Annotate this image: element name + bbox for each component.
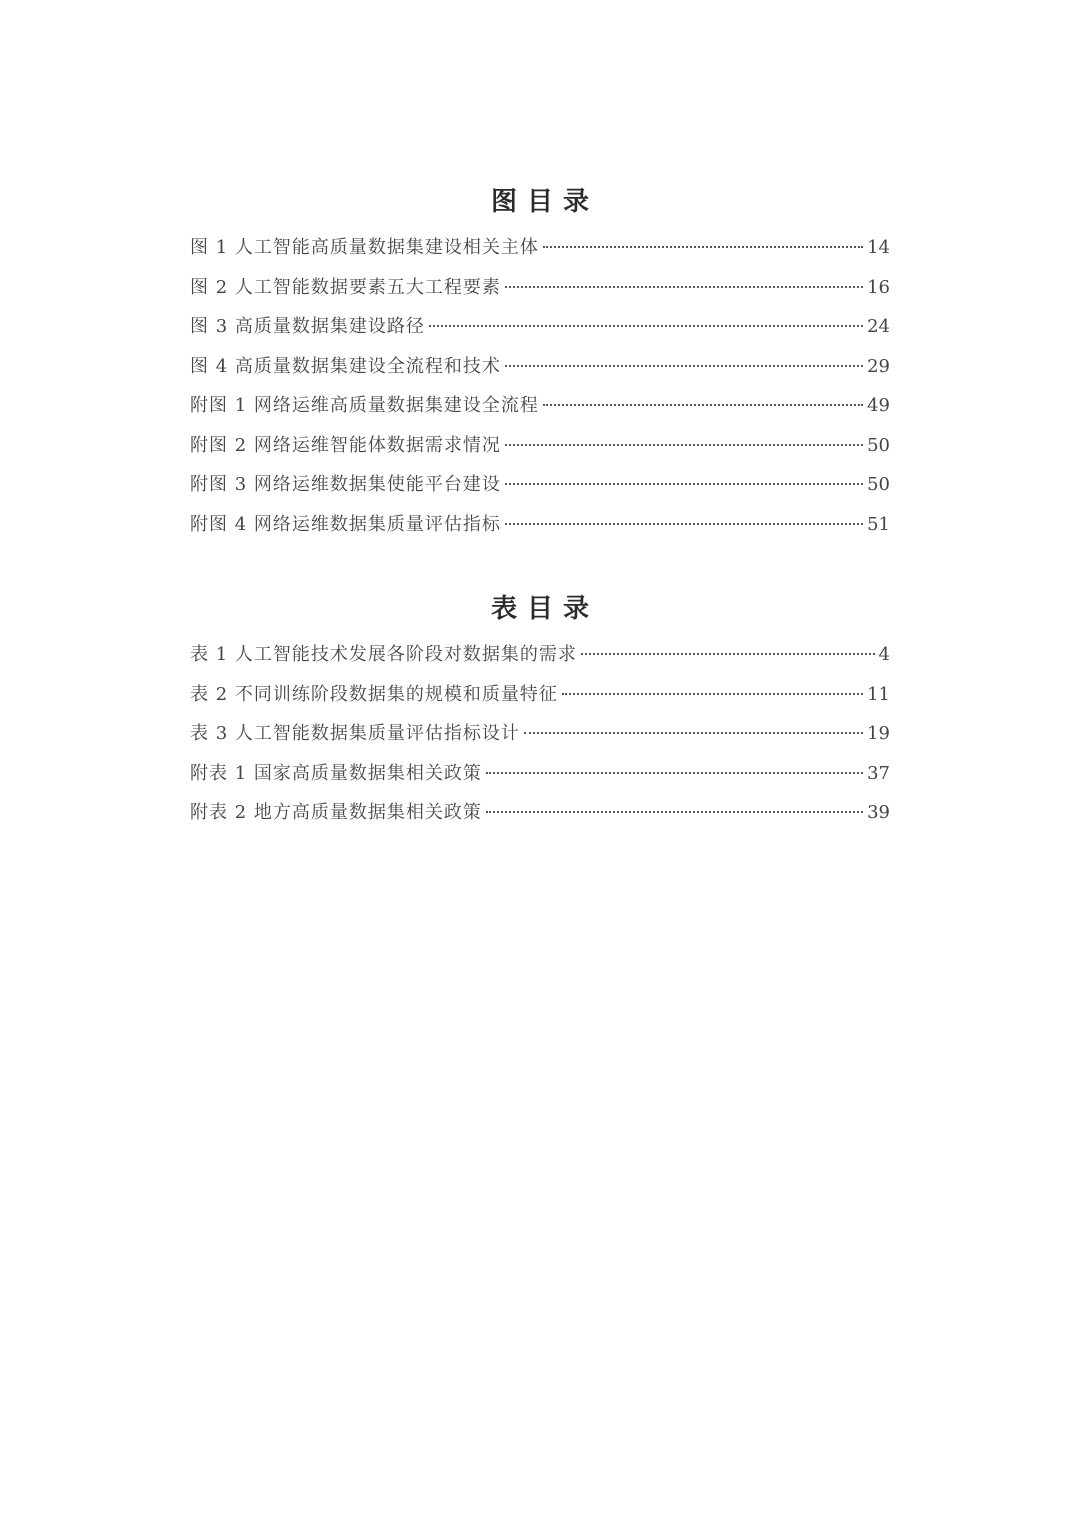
toc-entry-page: 16 (867, 276, 890, 298)
toc-entry-label: 附图 1 网络运维高质量数据集建设全流程 (190, 395, 539, 416)
dot-leader (486, 772, 863, 774)
dot-leader (505, 365, 863, 367)
dot-leader (486, 811, 863, 813)
table-list-section (190, 585, 890, 833)
toc-entry[interactable] (190, 505, 890, 545)
toc-entry[interactable] (190, 386, 890, 426)
table-list-title: 表目录 (490, 594, 599, 624)
toc-entry-label: 附图 2 网络运维智能体数据需求情况 (190, 434, 501, 456)
dot-leader (562, 693, 863, 695)
figure-list (190, 228, 890, 544)
dot-leader (505, 483, 863, 485)
toc-entry-label: 表 2 不同训练阶段数据集的规模和质量特征 (190, 683, 558, 705)
toc-entry-label: 图 1 人工智能高质量数据集建设相关主体 (190, 237, 539, 258)
toc-entry-page: 24 (867, 316, 890, 337)
toc-entry-page: 39 (867, 802, 890, 823)
toc-entry-page: 37 (867, 762, 890, 784)
figure-list-title: 图目录 (490, 187, 599, 217)
dot-leader (505, 286, 863, 288)
toc-entry-page: 11 (867, 683, 890, 705)
toc-entry[interactable] (190, 635, 890, 675)
toc-entry[interactable] (190, 307, 890, 347)
toc-entry[interactable] (190, 793, 890, 833)
toc-entry[interactable] (190, 347, 890, 387)
toc-entry-page: 51 (867, 513, 890, 535)
figure-list-section (190, 178, 890, 544)
toc-entry-page: 49 (867, 395, 890, 416)
dot-leader (429, 325, 863, 327)
toc-entry-label: 附表 1 国家高质量数据集相关政策 (190, 762, 482, 784)
toc-entry-page: 14 (867, 237, 890, 258)
toc-entry[interactable] (190, 426, 890, 466)
toc-entry-label: 附图 4 网络运维数据集质量评估指标 (190, 513, 501, 535)
toc-entry[interactable] (190, 268, 890, 308)
toc-entry-label: 图 4 高质量数据集建设全流程和技术 (190, 355, 501, 377)
table-list (190, 635, 890, 833)
toc-entry-page: 4 (878, 644, 890, 665)
dot-leader (524, 732, 863, 734)
toc-entry-label: 图 3 高质量数据集建设路径 (190, 316, 425, 337)
toc-entry[interactable] (190, 228, 890, 268)
toc-entry-label: 图 2 人工智能数据要素五大工程要素 (190, 276, 501, 298)
toc-entry-label: 表 1 人工智能技术发展各阶段对数据集的需求 (190, 644, 577, 665)
dot-leader (505, 444, 863, 446)
toc-entry[interactable] (190, 465, 890, 505)
toc-entry[interactable] (190, 675, 890, 715)
toc-entry-label: 附表 2 地方高质量数据集相关政策 (190, 802, 482, 823)
toc-entry-label: 表 3 人工智能数据集质量评估指标设计 (190, 723, 520, 744)
toc-entry[interactable] (190, 754, 890, 794)
toc-entry-page: 50 (867, 474, 890, 495)
toc-entry-page: 19 (867, 723, 890, 744)
dot-leader (543, 246, 863, 248)
toc-entry[interactable] (190, 714, 890, 754)
toc-entry-page: 29 (867, 355, 890, 377)
dot-leader (543, 404, 863, 406)
dot-leader (581, 653, 875, 655)
toc-entry-page: 50 (867, 434, 890, 456)
toc-entry-label: 附图 3 网络运维数据集使能平台建设 (190, 474, 501, 495)
dot-leader (505, 523, 863, 525)
